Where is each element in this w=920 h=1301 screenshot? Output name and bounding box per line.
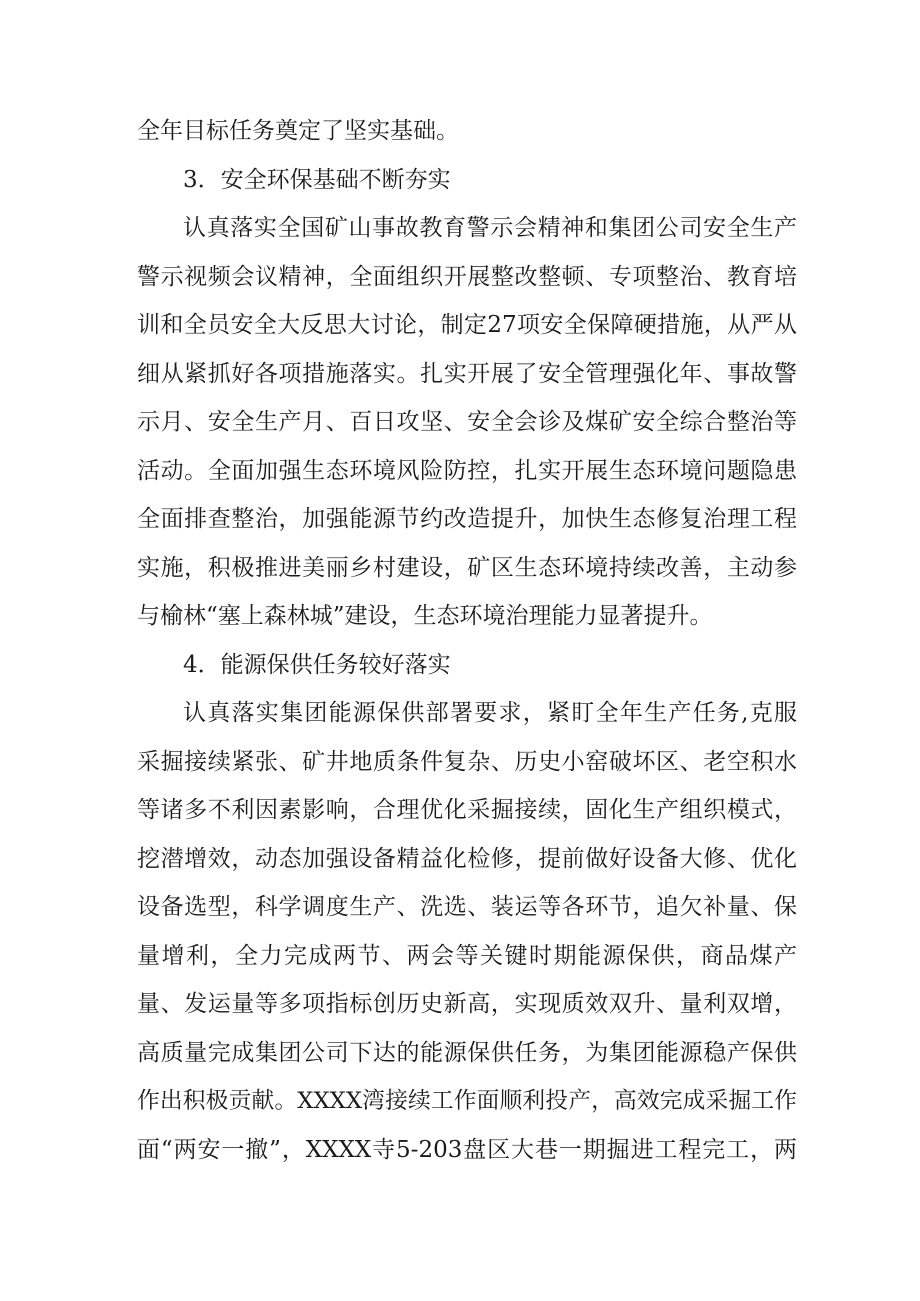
paragraph-line: 面“两安一撤”，XXXX寺5-203盘区大巷一期掘进工程完工，两 — [137, 1136, 797, 1163]
paragraph-line: 作出积极贡献。XXXX湾接续工作面顺利投产，高效完成采掘工作 — [137, 1088, 797, 1114]
paragraph-line: 高质量完成集团公司下达的能源保供任务，为集团能源稳产保供 — [137, 1039, 797, 1066]
paragraph-line: 挖潜增效，动态加强设备精益化检修，提前做好设备大修、优化 — [137, 845, 797, 872]
paragraph-line: 实施，积极推进美丽乡村建设，矿区生态环境持续改善，主动参 — [137, 554, 797, 581]
paragraph-line: 示月、安全生产月、百日攻坚、安全会诊及煤矿安全综合整治等 — [137, 409, 797, 435]
paragraph-line: 认真落实全国矿山事故教育警示会精神和集团公司安全生产 — [183, 215, 797, 241]
paragraph-line: 细从紧抓好各项措施落实。扎实开展了安全管理强化年、事故警 — [137, 360, 797, 387]
paragraph-line: 活动。全面加强生态环境风险防控，扎实开展生态环境问题隐患 — [137, 457, 797, 484]
paragraph-line: 等诸多不利因素影响，合理优化采掘接续，固化生产组织模式， — [137, 797, 797, 823]
paragraph-line: 全年目标任务奠定了坚实基础。 — [137, 118, 459, 144]
paragraph-line: 采掘接续紧张、矿井地质条件复杂、历史小窑破坏区、老空积水 — [137, 748, 797, 775]
paragraph-line: 全面排查整治，加强能源节约改造提升，加快生态修复治理工程 — [137, 506, 797, 532]
paragraph-line: 与榆林“塞上森林城”建设，生态环境治理能力显著提升。 — [137, 603, 713, 629]
document-body — [137, 107, 797, 1174]
paragraph-line: 警示视频会议精神，全面组织开展整改整顿、专项整治、教育培 — [137, 263, 797, 290]
paragraph-line: 训和全员安全大反思大讨论，制定27项安全保障硬措施，从严从 — [137, 312, 797, 338]
section-heading-3: 3．安全环保基础不断夯实 — [183, 166, 451, 193]
section-heading-4: 4．能源保供任务较好落实 — [183, 651, 451, 678]
paragraph-line: 量增利，全力完成两节、两会等关键时期能源保供，商品煤产 — [137, 942, 797, 969]
paragraph-line: 认真落实集团能源保供部署要求，紧盯全年生产任务,克服 — [183, 700, 797, 726]
paragraph-line: 量、发运量等多项指标创历史新高，实现质效双升、量利双增， — [137, 991, 797, 1017]
paragraph-line: 设备选型，科学调度生产、洗选、装运等各环节，追欠补量、保 — [137, 894, 797, 920]
